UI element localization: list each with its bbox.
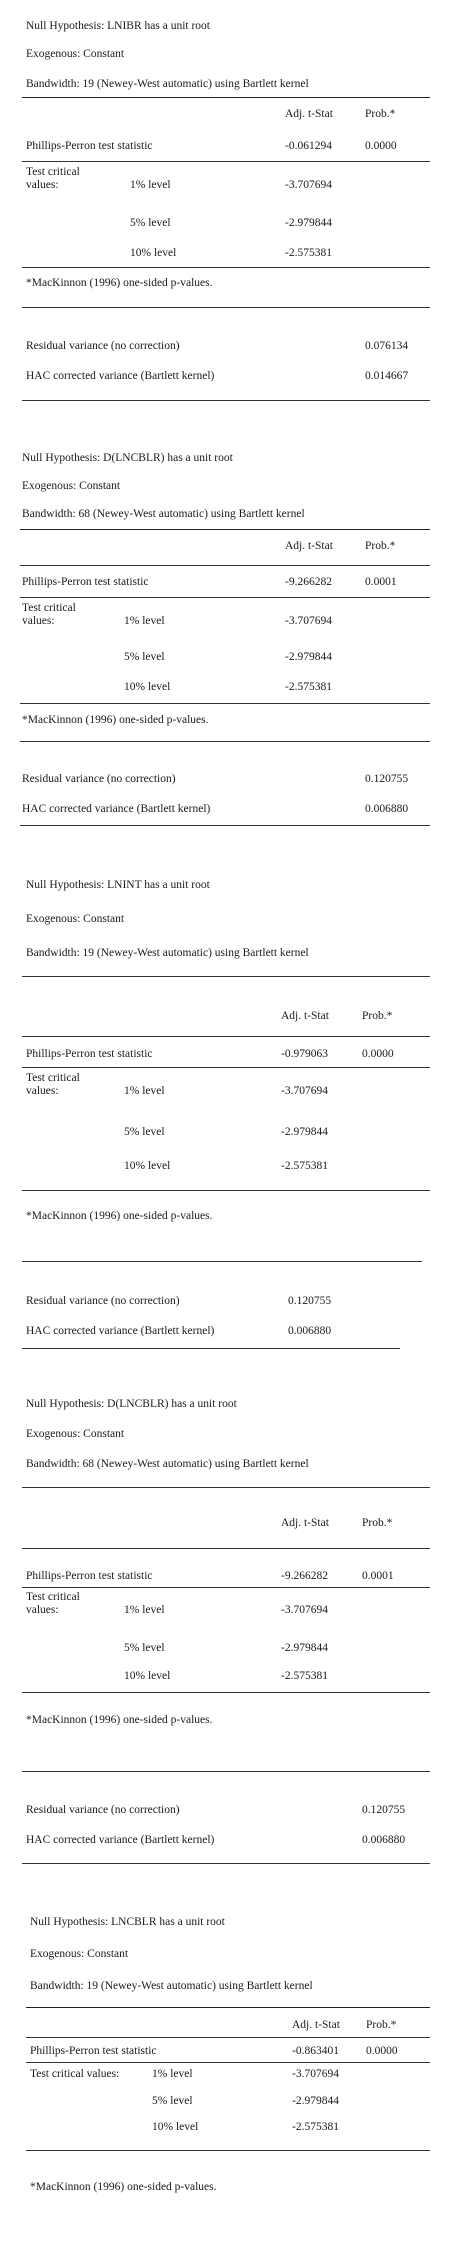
residual-variance-value: 0.120755 — [362, 1804, 406, 1816]
hac-variance-value: 0.006880 — [365, 803, 409, 815]
divider — [26, 2037, 430, 2038]
divider — [20, 597, 430, 598]
col-header-prob: Prob.* — [362, 1010, 393, 1022]
residual-variance-value: 0.120755 — [288, 1295, 332, 1307]
critical-values-label: Test critical values: — [26, 1591, 80, 1616]
divider — [26, 2062, 430, 2063]
critical-10pct: -2.575381 — [285, 681, 332, 693]
critical-1pct: -3.707694 — [281, 1604, 328, 1616]
critical-10pct: -2.575381 — [292, 2121, 339, 2133]
residual-variance-label: Residual variance (no correction) — [26, 340, 180, 352]
critical-5pct: -2.979844 — [281, 1126, 328, 1138]
critical-1pct: -3.707694 — [285, 179, 332, 191]
exogenous-line: Exogenous: Constant — [26, 913, 125, 925]
col-header-stat: Adj. t-Stat — [285, 108, 333, 120]
pp-prob-value: 0.0001 — [362, 1570, 394, 1582]
critical-5pct: -2.979844 — [292, 2095, 339, 2107]
level-5pct: 5% level — [124, 1642, 165, 1654]
divider — [26, 2150, 430, 2151]
divider — [22, 161, 430, 162]
null-hypothesis: Null Hypothesis: LNIBR has a unit root — [26, 20, 210, 32]
pp-stat-label: Phillips-Perron test statistic — [26, 140, 153, 152]
null-hypothesis: Null Hypothesis: LNINT has a unit root — [26, 879, 210, 891]
level-1pct: 1% level — [124, 1604, 165, 1616]
divider — [22, 1548, 430, 1549]
divider — [22, 1261, 422, 1262]
footnote: *MacKinnon (1996) one-sided p-values. — [26, 1714, 213, 1726]
level-1pct: 1% level — [152, 2068, 193, 2080]
critical-5pct: -2.979844 — [281, 1642, 328, 1654]
divider — [20, 529, 430, 530]
critical-values-label: Test critical values: — [22, 602, 76, 627]
pp-stat-label: Phillips-Perron test statistic — [26, 1570, 153, 1582]
divider — [26, 2007, 430, 2008]
exogenous-line: Exogenous: Constant — [22, 480, 121, 492]
col-header-stat: Adj. t-Stat — [281, 1010, 329, 1022]
level-10pct: 10% level — [124, 1670, 171, 1682]
hac-variance-value: 0.014667 — [365, 370, 409, 382]
hac-variance-label: HAC corrected variance (Bartlett kernel) — [26, 1325, 215, 1337]
null-hypothesis: Null Hypothesis: D(LNCBLR) has a unit root — [22, 452, 233, 464]
divider — [20, 741, 430, 742]
residual-variance-label: Residual variance (no correction) — [26, 1804, 180, 1816]
divider — [20, 565, 430, 566]
pp-prob-value: 0.0001 — [365, 576, 397, 588]
level-5pct: 5% level — [124, 651, 165, 663]
critical-5pct: -2.979844 — [285, 651, 332, 663]
col-header-prob: Prob.* — [365, 540, 396, 552]
footnote: *MacKinnon (1996) one-sided p-values. — [26, 277, 213, 289]
divider — [22, 1771, 430, 1772]
col-header-stat: Adj. t-Stat — [285, 540, 333, 552]
hac-variance-value: 0.006880 — [288, 1325, 332, 1337]
pp-stat-value: -0.979063 — [281, 1048, 328, 1060]
divider — [22, 307, 430, 308]
divider — [20, 703, 430, 704]
level-5pct: 5% level — [124, 1126, 165, 1138]
pp-stat-label: Phillips-Perron test statistic — [22, 576, 149, 588]
critical-5pct: -2.979844 — [285, 217, 332, 229]
pp-prob-value: 0.0000 — [362, 1048, 394, 1060]
pp-prob-value: 0.0000 — [365, 140, 397, 152]
footnote: *MacKinnon (1996) one-sided p-values. — [26, 1210, 213, 1222]
pp-stat-value: -9.266282 — [281, 1570, 328, 1582]
critical-10pct: -2.575381 — [281, 1160, 328, 1172]
col-header-prob: Prob.* — [362, 1517, 393, 1529]
pp-stat-value: -0.863401 — [292, 2045, 339, 2057]
divider — [22, 976, 430, 977]
divider — [22, 1190, 430, 1191]
hac-variance-value: 0.006880 — [362, 1834, 406, 1846]
divider — [22, 400, 430, 401]
bandwidth-line: Bandwidth: 19 (Newey-West automatic) using Bartlett kernel — [26, 78, 309, 90]
divider — [22, 1587, 430, 1588]
critical-1pct: -3.707694 — [285, 615, 332, 627]
null-hypothesis: Null Hypothesis: LNCBLR has a unit root — [30, 1916, 225, 1928]
divider — [22, 1348, 400, 1349]
level-10pct: 10% level — [152, 2121, 199, 2133]
level-1pct: 1% level — [130, 179, 171, 191]
divider — [22, 1692, 430, 1693]
pp-stat-value: -0.061294 — [285, 140, 332, 152]
col-header-prob: Prob.* — [365, 108, 396, 120]
exogenous-line: Exogenous: Constant — [30, 1948, 129, 1960]
footnote: *MacKinnon (1996) one-sided p-values. — [30, 2181, 217, 2193]
null-hypothesis: Null Hypothesis: D(LNCBLR) has a unit root — [26, 1398, 237, 1410]
level-10pct: 10% level — [130, 247, 177, 259]
critical-1pct: -3.707694 — [281, 1085, 328, 1097]
divider — [22, 1487, 430, 1488]
level-10pct: 10% level — [124, 1160, 171, 1172]
bandwidth-line: Bandwidth: 19 (Newey-West automatic) using Bartlett kernel — [26, 947, 309, 959]
exogenous-line: Exogenous: Constant — [26, 48, 125, 60]
residual-variance-label: Residual variance (no correction) — [26, 1295, 180, 1307]
hac-variance-label: HAC corrected variance (Bartlett kernel) — [26, 1834, 215, 1846]
pp-stat-value: -9.266282 — [285, 576, 332, 588]
divider — [22, 267, 430, 268]
critical-10pct: -2.575381 — [285, 247, 332, 259]
exogenous-line: Exogenous: Constant — [26, 1428, 125, 1440]
critical-10pct: -2.575381 — [281, 1670, 328, 1682]
col-header-stat: Adj. t-Stat — [292, 2019, 340, 2031]
pp-prob-value: 0.0000 — [366, 2045, 398, 2057]
divider — [22, 1863, 430, 1864]
pp-stat-label: Phillips-Perron test statistic — [30, 2045, 157, 2057]
divider — [20, 825, 430, 826]
divider — [22, 97, 430, 98]
hac-variance-label: HAC corrected variance (Bartlett kernel) — [26, 370, 215, 382]
bandwidth-line: Bandwidth: 68 (Newey-West automatic) using Bartlett kernel — [22, 508, 305, 520]
level-1pct: 1% level — [124, 1085, 165, 1097]
residual-variance-value: 0.120755 — [365, 773, 409, 785]
critical-values-label: Test critical values: — [26, 166, 80, 191]
divider — [22, 1036, 430, 1037]
col-header-prob: Prob.* — [366, 2019, 397, 2031]
footnote: *MacKinnon (1996) one-sided p-values. — [22, 714, 209, 726]
critical-1pct: -3.707694 — [292, 2068, 339, 2080]
bandwidth-line: Bandwidth: 19 (Newey-West automatic) using Bartlett kernel — [30, 1980, 313, 1992]
level-10pct: 10% level — [124, 681, 171, 693]
divider — [22, 1067, 430, 1068]
level-5pct: 5% level — [152, 2095, 193, 2107]
critical-values-label: Test critical values: — [26, 1072, 80, 1097]
level-1pct: 1% level — [124, 615, 165, 627]
level-5pct: 5% level — [130, 217, 171, 229]
pp-stat-label: Phillips-Perron test statistic — [26, 1048, 153, 1060]
critical-values-label: Test critical values: — [30, 2068, 120, 2080]
hac-variance-label: HAC corrected variance (Bartlett kernel) — [22, 803, 211, 815]
bandwidth-line: Bandwidth: 68 (Newey-West automatic) using Bartlett kernel — [26, 1458, 309, 1470]
col-header-stat: Adj. t-Stat — [281, 1517, 329, 1529]
residual-variance-value: 0.076134 — [365, 340, 409, 352]
residual-variance-label: Residual variance (no correction) — [22, 773, 176, 785]
